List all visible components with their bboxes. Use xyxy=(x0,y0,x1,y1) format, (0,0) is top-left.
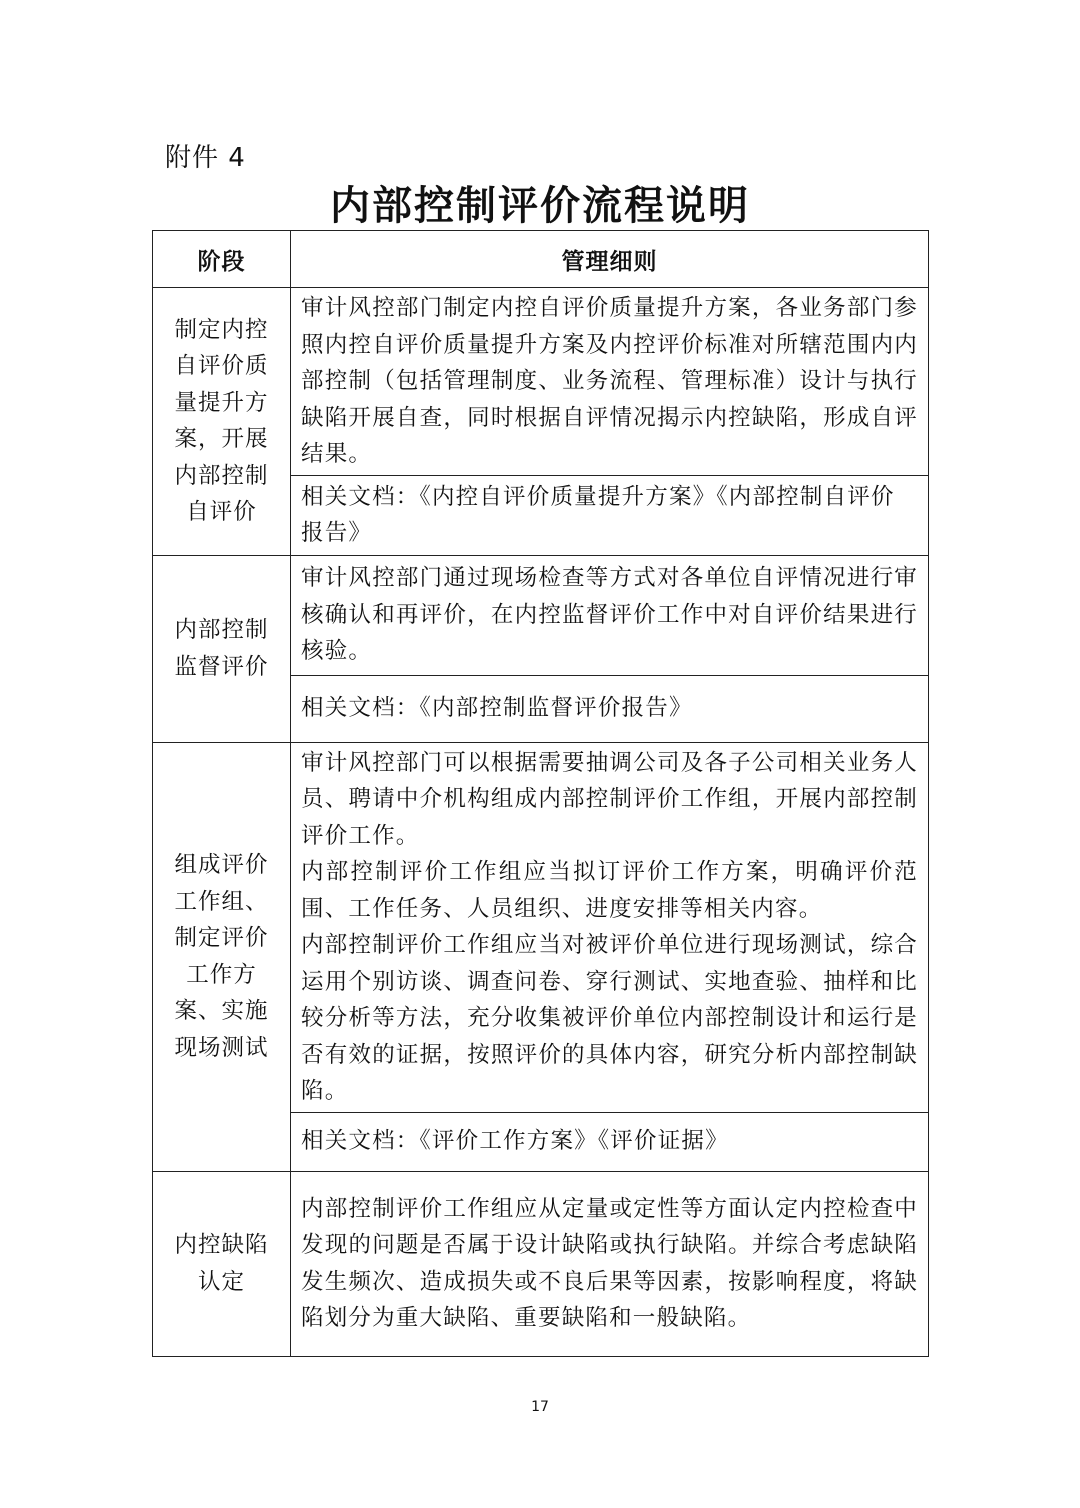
stage-cell: 制定内控自评价质量提升方案，开展内部控制自评价 xyxy=(153,288,291,556)
related-docs-cell: 相关文档：《评价工作方案》《评价证据》 xyxy=(291,1112,929,1171)
stage-cell: 组成评价工作组、制定评价工作方案、实施现场测试 xyxy=(153,742,291,1171)
table-row xyxy=(153,1171,929,1356)
process-table xyxy=(152,230,929,1357)
detail-cell xyxy=(291,1171,929,1356)
page-number: 17 xyxy=(531,1399,549,1415)
annex-label: 附件 4 xyxy=(165,143,246,173)
detail-paragraph: 审计风控部门制定内控自评价质量提升方案，各业务部门参照内控自评价质量提升方案及内控评价标准对所辖范围内内部控制（包括管理制度、业务流程、管理标准）设计与执行缺陷开展自查，同时根据自评情况揭示内控缺陷，形成自评结果。 xyxy=(301,295,918,467)
header-rules: 管理细则 xyxy=(291,231,929,288)
table-row xyxy=(153,555,929,675)
detail-cell xyxy=(291,555,929,675)
detail-paragraph: 内部控制评价工作组应当对被评价单位进行现场测试，综合运用个别访谈、调查问卷、穿行测试、实地查验、抽样和比较分析等方法，充分收集被评价单位内部控制设计和运行是否有效的证据，按照评价的具体内容，研究分析内部控制缺陷。 xyxy=(301,932,918,1104)
detail-paragraph: 审计风控部门通过现场检查等方式对各单位自评情况进行审核确认和再评价，在内控监督评价工作中对自评价结果进行核验。 xyxy=(301,565,918,665)
detail-paragraph: 内部控制评价工作组应从定量或定性等方面认定内控检查中发现的问题是否属于设计缺陷或执行缺陷。并综合考虑缺陷发生频次、造成损失或不良后果等因素，按影响程度，将缺陷划分为重大缺陷、重要缺陷和一般缺陷。 xyxy=(301,1195,918,1331)
detail-cell xyxy=(291,742,929,1112)
table-row xyxy=(153,742,929,1112)
page-title: 内部控制评价流程说明 xyxy=(330,182,750,229)
detail-paragraph: 内部控制评价工作组应当拟订评价工作方案，明确评价范围、工作任务、人员组织、进度安排等相关内容。 xyxy=(301,859,918,922)
detail-paragraph: 审计风控部门可以根据需要抽调公司及各子公司相关业务人员、聘请中介机构组成内部控制评价工作组，开展内部控制评价工作。 xyxy=(301,749,918,849)
related-docs-cell: 相关文档：《内部控制监督评价报告》 xyxy=(291,675,929,742)
stage-cell: 内部控制监督评价 xyxy=(153,555,291,742)
header-stage: 阶段 xyxy=(153,231,291,288)
table-row xyxy=(153,288,929,476)
related-docs-cell: 相关文档：《内控自评价质量提升方案》《内部控制自评价报告》 xyxy=(291,475,929,555)
table-header-row xyxy=(153,231,929,288)
detail-cell xyxy=(291,288,929,476)
stage-cell: 内控缺陷认定 xyxy=(153,1171,291,1356)
